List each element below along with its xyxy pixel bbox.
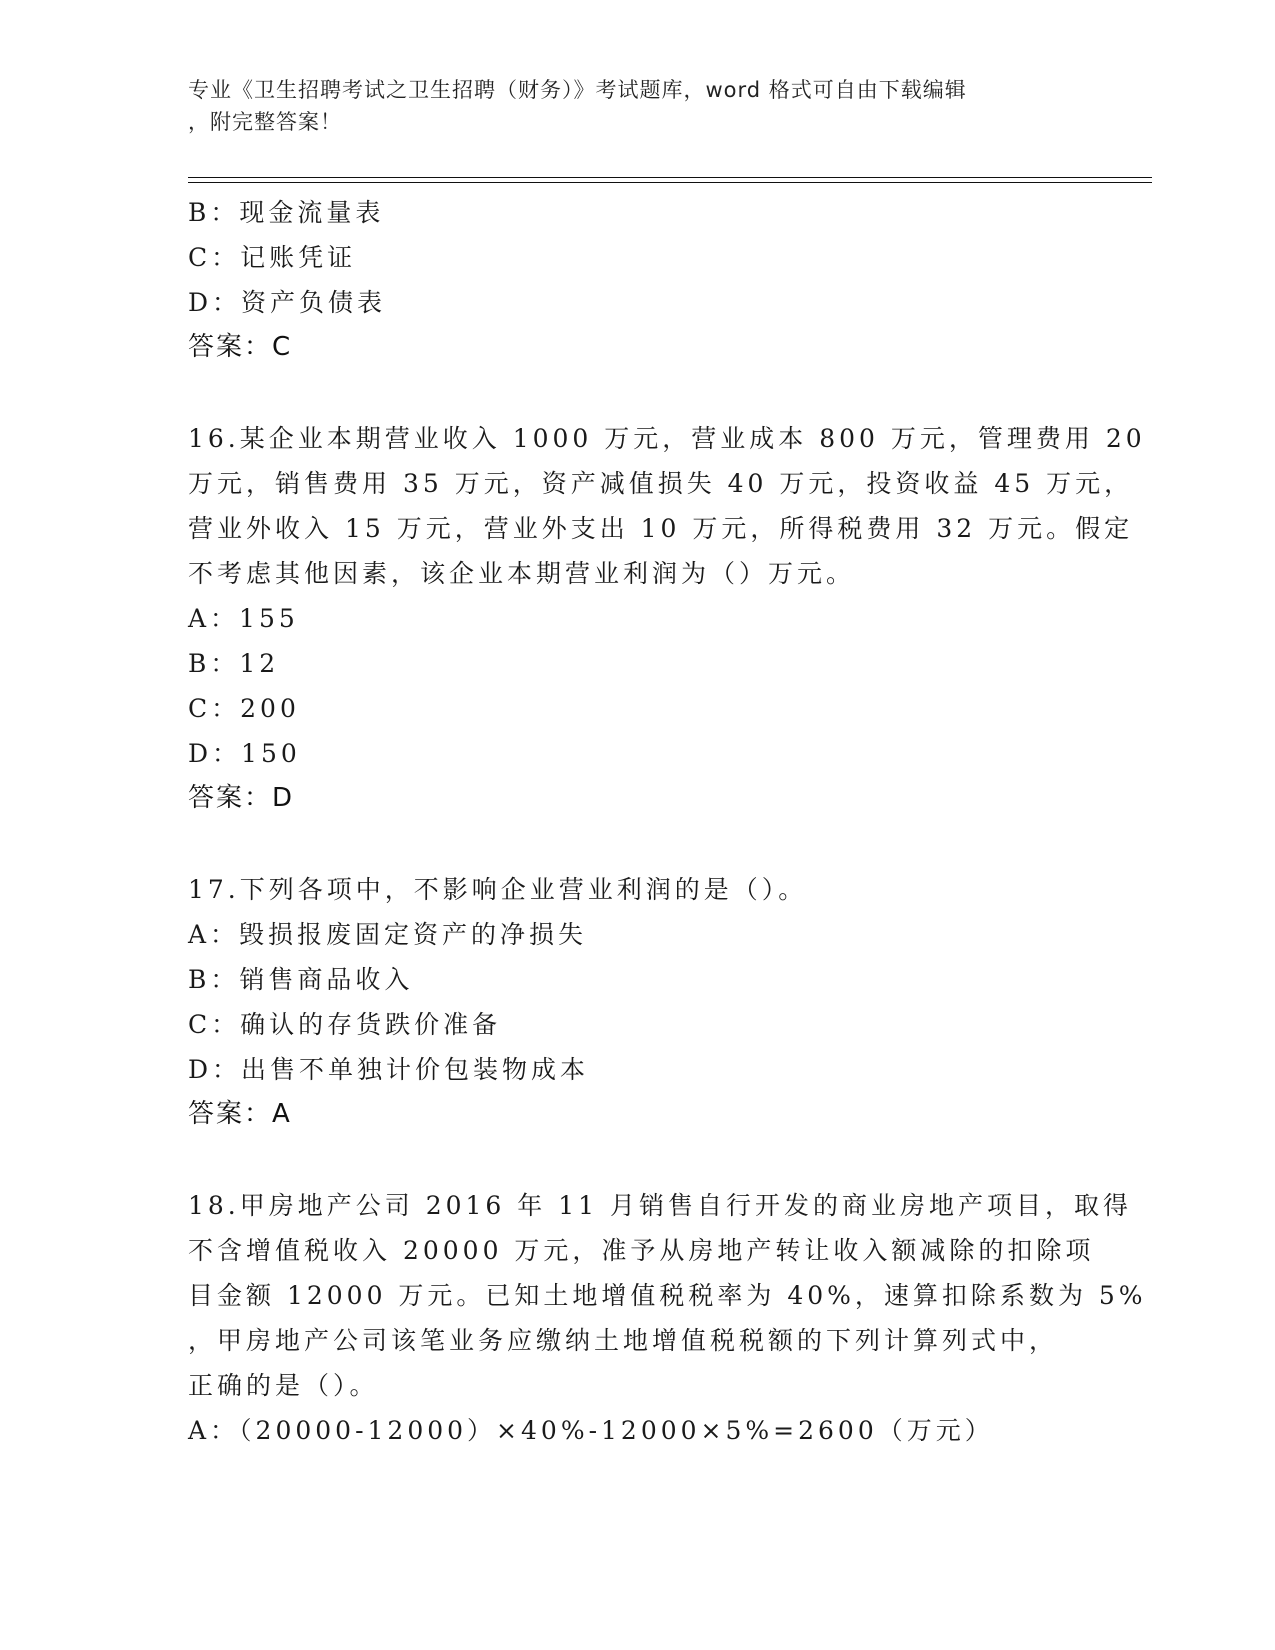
option-c: C：记账凭证	[188, 243, 357, 272]
header-title-line-2: ，附完整答案！	[188, 110, 342, 134]
answer-label: 答案：A	[188, 1099, 292, 1129]
answer-label: 答案：D	[188, 783, 295, 813]
question-stem-line: 不考虑其他因素，该企业本期营业利润为（）万元。	[188, 559, 856, 588]
option-a: A：毁损报废固定资产的净损失	[188, 920, 588, 949]
question-stem: 17.下列各项中，不影响企业营业利润的是（）。	[188, 875, 808, 904]
option-b: B：销售商品收入	[188, 965, 414, 994]
question-content	[188, 190, 1147, 1453]
header-divider-bottom	[188, 182, 1152, 183]
question-16	[188, 416, 1146, 821]
option-a: A：（20000-12000）×40%-12000×5%=2600（万元）	[188, 1416, 994, 1445]
answer-label: 答案：C	[188, 332, 293, 362]
question-stem-line: 18.甲房地产公司 2016 年 11 月销售自行开发的商业房地产项目，取得	[188, 1191, 1132, 1220]
question-stem-line: 不含增值税收入 20000 万元，准予从房地产转让收入额减除的扣除项	[188, 1236, 1095, 1265]
option-c: C：200	[188, 694, 300, 723]
spacer	[188, 1137, 1088, 1183]
header-divider-top	[188, 177, 1152, 178]
option-c: C：确认的存货跌价准备	[188, 1010, 502, 1039]
question-18	[188, 1183, 1147, 1453]
question-stem-line: 目金额 12000 万元。已知土地增值税税率为 40%，速算扣除系数为 5%	[188, 1281, 1147, 1310]
option-a: A：155	[188, 604, 299, 633]
option-b: B：12	[188, 649, 280, 678]
question-stem-line: 万元，销售费用 35 万元，资产减值损失 40 万元，投资收益 45 万元，	[188, 469, 1134, 498]
option-b: B：现金流量表	[188, 198, 385, 227]
option-d: D：出售不单独计价包装物成本	[188, 1055, 590, 1084]
option-d: D：150	[188, 739, 301, 768]
spacer	[188, 821, 1088, 867]
question-17	[188, 867, 1088, 1137]
question-stem-line: 16.某企业本期营业收入 1000 万元，营业成本 800 万元，管理费用 20	[188, 424, 1146, 453]
question-15-tail	[188, 190, 1088, 370]
header-title-line: 专业《卫生招聘考试之卫生招聘（财务）》考试题库，word 格式可自由下载编辑	[188, 78, 967, 102]
option-d: D：资产负债表	[188, 288, 387, 317]
question-stem-line: 正确的是（）。	[188, 1371, 379, 1400]
spacer	[188, 370, 1088, 416]
page-header	[188, 74, 1068, 138]
question-stem-line: ，甲房地产公司该笔业务应缴纳土地增值税税额的下列计算列式中，	[188, 1326, 1059, 1355]
question-stem-line: 营业外收入 15 万元，营业外支出 10 万元，所得税费用 32 万元。假定	[188, 514, 1134, 543]
